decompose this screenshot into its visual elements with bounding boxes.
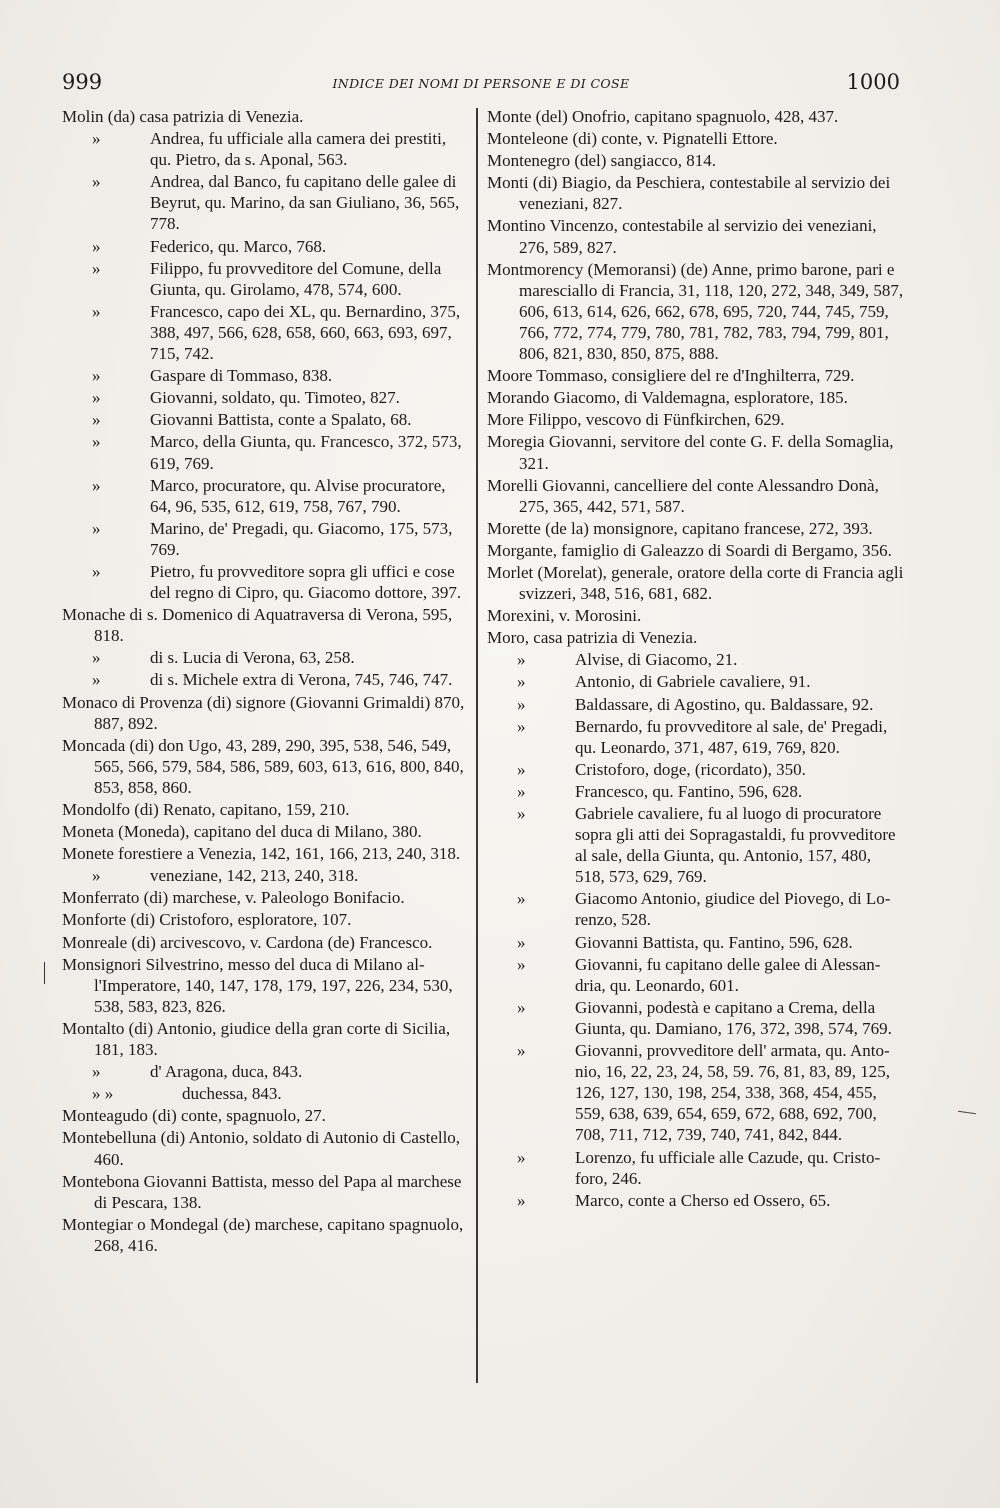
ditto-mark: » (92, 301, 101, 321)
ditto-mark: » (517, 804, 526, 823)
ditto-mark: » (517, 932, 526, 952)
index-entry (487, 649, 905, 670)
index-entry (62, 1127, 470, 1169)
ditto-mark: » (517, 694, 526, 714)
ditto-mark: » (92, 866, 101, 886)
index-entry (62, 799, 470, 820)
index-entry (62, 735, 470, 798)
entry-text: Montmorency (Memoransi) (de) Anne, primo barone, pari e maresciallo di Francia, 31, 118, 120, 272, 348, 349, 587, 606, 613, 614, 626, 662, 678, 695, 720, 744, 745, 759, 766, 772, 774, 779, 780, 781, 782, 783, 794, 799, 801, 806, 821, 830, 850, 875, 888. (487, 259, 904, 364)
index-entry (62, 865, 470, 886)
ditto-mark: » (517, 889, 526, 909)
ditto-mark: » (92, 518, 101, 538)
ditto-mark: » (517, 672, 526, 692)
ditto-mark: » (92, 172, 101, 192)
entry-text: Mondolfo (di) Renato, capitano, 159, 210. (62, 800, 350, 819)
entry-text: Monache di s. Domenico di Aquatraversa di Verona, 595, 818. (62, 605, 453, 646)
index-entry (62, 843, 470, 864)
index-entry (62, 1083, 470, 1104)
entry-text: More Filippo, vescovo di Fünfkirchen, 629. (487, 410, 785, 430)
entry-text: Marco, procuratore, qu. Alvise procuratore, 64, 96, 535, 612, 619, 758, 767, 790. (150, 475, 446, 516)
ditto-mark: » (517, 1041, 526, 1061)
index-entry (62, 1105, 470, 1126)
ditto-mark: » (92, 366, 101, 386)
entry-text: Moore Tommaso, consigliere del re d'Inghilterra, 729. (487, 366, 855, 386)
index-entry (62, 518, 470, 560)
entry-text: Morgante, famiglio di Galeazzo di Soardi di Bergamo, 356. (487, 540, 892, 560)
entry-text: Moncada (di) don Ugo, 43, 289, 290, 395, 538, 546, 549, 565, 566, 579, 584, 586, 589, 603, 613, 616, 800, 840, 853, 858, 860. (62, 735, 464, 797)
entry-text: Moneta (Moneda), capitano del duca di Milano, 380. (62, 822, 422, 842)
entry-text: Moro, casa patrizia di Venezia. (487, 628, 698, 648)
entry-text: veneziane, 142, 213, 240, 318. (150, 866, 359, 886)
ditto-mark: » (92, 236, 101, 256)
entry-text: Pietro, fu provveditore sopra gli uffici e cose del regno di Cipro, qu. Giacomo dottore, 397. (150, 561, 462, 603)
entry-text: Andrea, dal Banco, fu capitano delle galee di Beyrut, qu. Marino, da san Giuliano, 36, 565, 778. (150, 172, 460, 234)
column-divider (476, 108, 478, 1383)
index-entry (62, 1061, 470, 1082)
ditto-mark: » (92, 561, 101, 581)
entry-text: Montenegro (del) sangiacco, 814. (487, 151, 716, 171)
left-column (62, 106, 470, 1257)
page-number-left: 999 (62, 70, 103, 94)
entry-text: Giovanni Battista, qu. Fantino, 596, 628. (575, 932, 853, 952)
right-column (487, 106, 905, 1212)
index-entry (487, 128, 905, 149)
entry-text: Montino Vincenzo, contestabile al servizio dei veneziani, 276, 589, 827. (487, 216, 877, 257)
index-entry (487, 1040, 905, 1145)
ditto-mark: » (517, 997, 526, 1017)
index-entry (487, 781, 905, 802)
entry-text: Monteleone (di) conte, v. Pignatelli Ettore. (487, 129, 778, 149)
index-entry (62, 1171, 470, 1213)
ditto-mark: » (92, 475, 101, 495)
index-entry (62, 106, 470, 127)
entry-text: Montebona Giovanni Battista, messo del Papa al marchese di Pescara, 138. (62, 1171, 462, 1212)
index-entry (487, 106, 905, 127)
entry-text: Monforte (di) Cristoforo, esploratore, 107. (62, 910, 352, 930)
index-entry (487, 997, 905, 1039)
entry-text: Antonio, di Gabriele cavaliere, 91. (575, 672, 811, 692)
index-entry (62, 301, 470, 364)
entry-text: Giovanni, podestà e capitano a Crema, della Giunta, qu. Damiano, 176, 372, 398, 574, 769. (575, 997, 892, 1038)
page-header (62, 70, 900, 98)
index-entry (62, 258, 470, 300)
entry-text: Morelli Giovanni, cancelliere del conte Alessandro Donà, 275, 365, 442, 571, 587. (487, 475, 879, 516)
entry-text: Francesco, capo dei XL, qu. Bernardino, 375, 388, 497, 566, 628, 658, 660, 663, 693, 697, 715, 742. (150, 301, 461, 364)
index-entry (487, 562, 905, 604)
index-entry (487, 716, 905, 758)
index-entry (487, 1190, 905, 1211)
entry-text: Giovanni, provveditore dell' armata, qu. Antonio, 16, 22, 23, 24, 58, 59. 76, 81, 83, 89, 125, 126, 127, 130, 198, 254, 338, 368, 454, 455, 559, 638, 639, 654, 659, 672, 688, 692, 700, 708, 711, 712, 739, 740, 741, 842, 844. (575, 1041, 890, 1145)
index-entry (62, 909, 470, 930)
index-entry (487, 759, 905, 780)
entry-text: Monaco di Provenza (di) signore (Giovanni Grimaldi) 870, 887, 892. (62, 692, 465, 733)
ditto-mark: » (92, 1062, 101, 1082)
entry-text: Giovanni, soldato, qu. Timoteo, 827. (150, 388, 400, 408)
ditto-mark: » (92, 410, 101, 430)
index-entry (487, 803, 905, 887)
ditto-mark: » (517, 1147, 526, 1167)
index-entry (487, 671, 905, 692)
entry-text: Morlet (Morelat), generale, oratore della corte di Francia agli svizzeri, 348, 516, 681, 682. (487, 562, 904, 604)
entry-text: Morexini, v. Morosini. (487, 606, 642, 626)
entry-text: Monti (di) Biagio, da Peschiera, contestabile al servizio dei veneziani, 827. (487, 173, 891, 214)
index-entry (62, 561, 470, 603)
entry-text: Baldassare, di Agostino, qu. Baldassare, 92. (575, 694, 874, 714)
entry-text: Francesco, qu. Fantino, 596, 628. (575, 781, 803, 801)
index-entry (487, 387, 905, 408)
entry-text: Bernardo, fu provveditore al sale, de' Pregadi, qu. Leonardo, 371, 487, 619, 769, 820. (575, 716, 888, 757)
ditto-mark: » (517, 954, 526, 974)
entry-text: Monsignori Silvestrino, messo del duca di Milano all'Imperatore, 140, 147, 178, 179, 197, 226, 234, 530, 538, 583, 823, 826. (62, 954, 453, 1016)
ditto-mark: » (517, 759, 526, 779)
index-entry (62, 604, 470, 646)
ditto-mark: » (92, 432, 101, 452)
index-entry (62, 1214, 470, 1256)
entry-text: Andrea, fu ufficiale alla camera dei prestiti, qu. Pietro, da s. Aponal, 563. (150, 129, 447, 170)
ditto-mark: » (92, 129, 101, 149)
entry-text: Marino, de' Pregadi, qu. Giacomo, 175, 573, 769. (150, 518, 453, 559)
index-entry (62, 387, 470, 408)
index-entry (62, 171, 470, 234)
index-entry (62, 647, 470, 668)
ditto-mark: » (517, 1190, 526, 1210)
index-entry (62, 236, 470, 257)
index-entry (487, 431, 905, 473)
index-entry (62, 887, 470, 908)
entry-text: Giovanni, fu capitano delle galee di Alessandria, qu. Leonardo, 601. (575, 954, 881, 995)
entry-text: Morette (de la) monsignore, capitano francese, 272, 393. (487, 518, 873, 538)
index-entry (487, 954, 905, 996)
index-entry (62, 409, 470, 430)
entry-text: Giovanni Battista, conte a Spalato, 68. (150, 410, 412, 430)
entry-text: Monteagudo (di) conte, spagnuolo, 27. (62, 1106, 326, 1126)
index-entry (487, 518, 905, 539)
entry-text: Marco, conte a Cherso ed Ossero, 65. (575, 1190, 831, 1210)
entry-text: Federico, qu. Marco, 768. (150, 236, 327, 256)
index-entry (487, 694, 905, 715)
index-entry (62, 1018, 470, 1060)
index-entry (487, 150, 905, 171)
entry-text: Moregia Giovanni, servitore del conte G. F. della Somaglia, 321. (487, 432, 894, 473)
index-entry (62, 954, 470, 1017)
ditto-mark: » (92, 258, 101, 278)
entry-text: Giacomo Antonio, giudice del Piovego, di Lorenzo, 528. (575, 889, 891, 930)
entry-text: Filippo, fu provveditore del Comune, della Giunta, qu. Girolamo, 478, 574, 600. (150, 258, 442, 299)
index-entry (487, 365, 905, 386)
entry-text: Monete forestiere a Venezia, 142, 161, 166, 213, 240, 318. (62, 844, 461, 864)
index-entry (487, 932, 905, 953)
running-title: INDICE DEI NOMI DI PERSONE E DI COSE (332, 76, 630, 91)
margin-dash (958, 1111, 976, 1114)
index-entry (487, 888, 905, 930)
entry-text: Montegiar o Mondegal (de) marchese, capitano spagnuolo, 268, 416. (62, 1214, 464, 1255)
entry-text: Monreale (di) arcivescovo, v. Cardona (de) Francesco. (62, 932, 433, 952)
entry-text: Monte (del) Onofrio, capitano spagnuolo, 428, 437. (487, 107, 839, 126)
entry-text: Gaspare di Tommaso, 838. (150, 366, 333, 386)
ditto-mark: » » (92, 1084, 114, 1104)
ditto-mark: » (517, 650, 526, 670)
margin-mark (44, 962, 45, 984)
index-entry (62, 932, 470, 953)
entry-text: Cristoforo, doge, (ricordato), 350. (575, 759, 806, 779)
index-entry (62, 365, 470, 386)
index-entry (487, 1147, 905, 1189)
entry-text: Gabriele cavaliere, fu al luogo di procuratore sopra gli atti dei Sopragastaldi, fu provveditore al sale, della Giunta, qu. Antonio, 157, 480, 518, 573, 629, 769. (575, 804, 896, 887)
index-entry (487, 605, 905, 626)
index-entry (487, 215, 905, 257)
entry-text: Lorenzo, fu ufficiale alle Cazude, qu. Cristoforo, 246. (575, 1147, 881, 1188)
index-entry (62, 692, 470, 734)
entry-text: Alvise, di Giacomo, 21. (575, 650, 738, 670)
index-entry (62, 475, 470, 517)
entry-text: Monferrato (di) marchese, v. Paleologo Bonifacio. (62, 888, 405, 908)
index-entry (62, 821, 470, 842)
ditto-mark: » (517, 716, 526, 736)
entry-text: Montalto (di) Antonio, giudice della gran corte di Sicilia, 181, 183. (62, 1018, 451, 1060)
index-entry (62, 431, 470, 473)
ditto-mark: » (92, 648, 101, 668)
index-entry (487, 259, 905, 364)
index-entry (487, 172, 905, 214)
ditto-mark: » (92, 670, 101, 690)
entry-text: di s. Michele extra di Verona, 745, 746, 747. (150, 670, 453, 690)
entry-text: Montebelluna (di) Antonio, soldato di Autonio di Castello, 460. (62, 1128, 461, 1169)
entry-text: duchessa, 843. (182, 1084, 282, 1104)
entry-text: Molin (da) casa patrizia di Venezia. (62, 107, 304, 126)
index-entry (487, 475, 905, 517)
entry-text: di s. Lucia di Verona, 63, 258. (150, 648, 355, 668)
entry-text: d' Aragona, duca, 843. (150, 1062, 303, 1082)
entry-text: Marco, della Giunta, qu. Francesco, 372, 573, 619, 769. (150, 432, 462, 473)
index-entry (487, 409, 905, 430)
index-entry (487, 540, 905, 561)
ditto-mark: » (92, 388, 101, 408)
entry-text: Morando Giacomo, di Valdemagna, esploratore, 185. (487, 388, 848, 408)
index-entry (62, 128, 470, 170)
index-entry (62, 669, 470, 690)
index-entry (487, 627, 905, 648)
page-number-right: 1000 (846, 70, 900, 94)
ditto-mark: » (517, 781, 526, 801)
